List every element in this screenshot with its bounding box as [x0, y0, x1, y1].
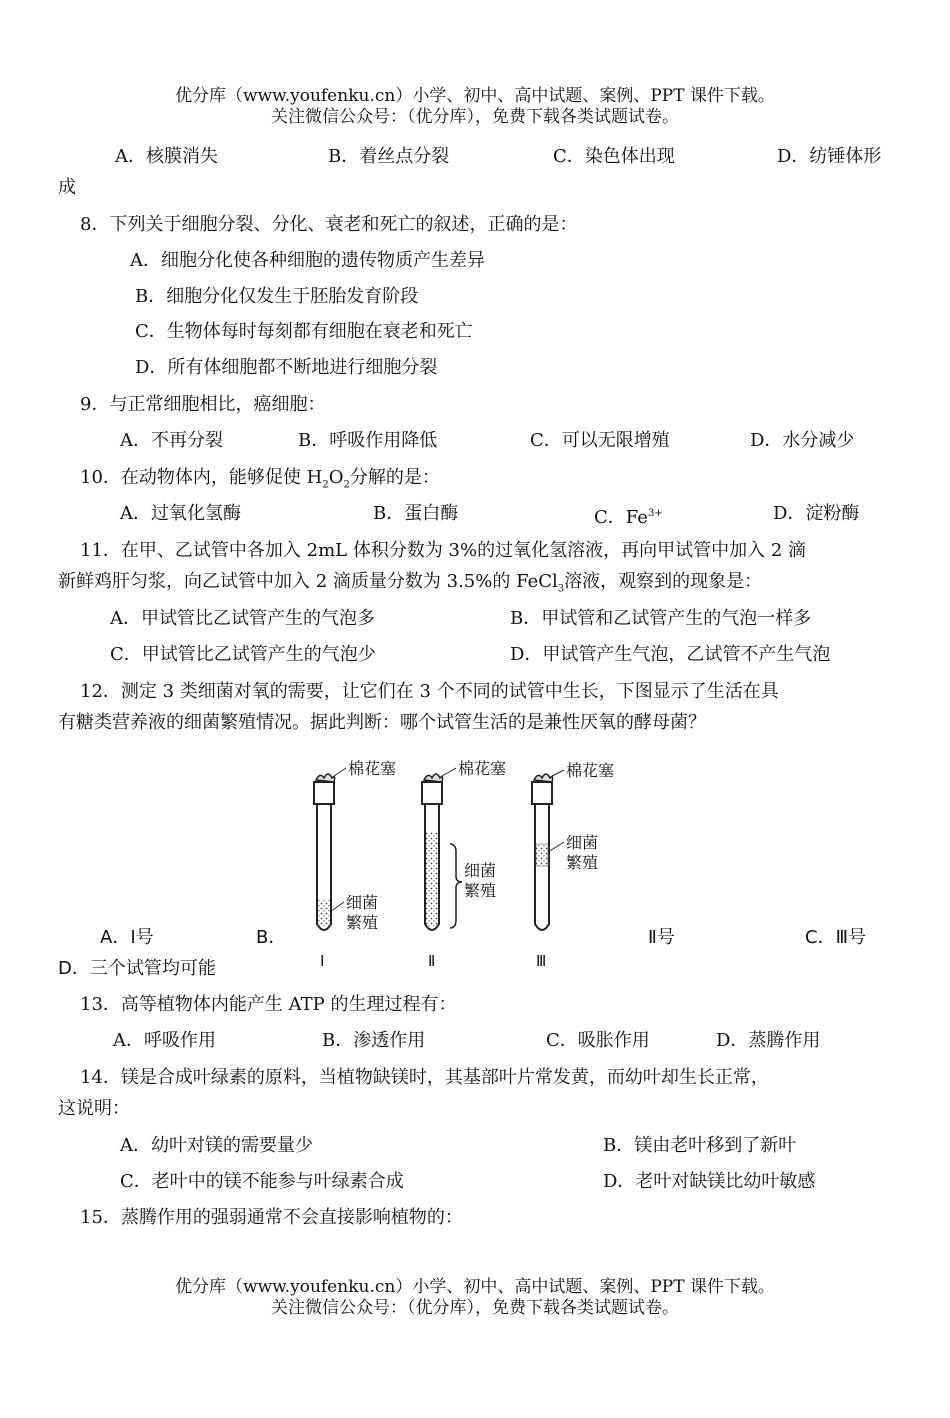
growth-label-2a: 细菌	[464, 861, 497, 880]
q8-option-b: B．细胞分化仅发生于胚胎发育阶段	[135, 286, 419, 307]
q10-option-a: A．过氧化氢酶	[120, 503, 241, 524]
q9-stem: 9．与正常细胞相比，癌细胞：	[80, 394, 326, 415]
q15-stem: 15．蒸腾作用的强弱通常不会直接影响植物的：	[80, 1207, 463, 1228]
q12-option-b: B．	[256, 927, 287, 948]
growth-label-2b: 繁殖	[464, 881, 497, 900]
q13-option-d: D．蒸腾作用	[716, 1030, 821, 1051]
q11-option-a: A．甲试管比乙试管产生的气泡多	[110, 608, 375, 629]
plug-label-2: 棉花塞	[458, 759, 507, 778]
growth-label-3b: 繁殖	[566, 853, 599, 872]
q10-stem: 10．在动物体内，能够促使 $H_2O_2$分解的是：	[80, 467, 440, 491]
q9-option-a: A．不再分裂	[120, 430, 223, 451]
q9-option-b: B．呼吸作用降低	[298, 430, 438, 451]
plug-label-3: 棉花塞	[566, 761, 615, 780]
q13-option-b: B．渗透作用	[322, 1030, 426, 1051]
header-line-2: 关注微信公众号：（优分库），免费下载各类试题试卷。	[271, 107, 679, 127]
q12-stem-line-1: 12．测定 3 类细菌对氧的需要，让它们在 3 个不同的试管中生长，下图显示了生活在具	[80, 681, 779, 702]
footer-line-1: 优分库（www.youfenku.cn）小学、初中、高中试题、案例、PPT 课件下载。	[175, 1277, 775, 1297]
q14-option-b: B．镁由老叶移到了新叶	[603, 1135, 797, 1156]
q9-option-d: D．水分减少	[750, 430, 855, 451]
q10-option-b: B．蛋白酶	[373, 503, 459, 524]
growth-label-1b: 繁殖	[346, 913, 379, 932]
q10-option-c: C．$Fe^{3+}$	[594, 507, 663, 528]
tube-label-2: Ⅱ	[428, 952, 436, 970]
q8-stem: 8．下列关于细胞分裂、分化、衰老和死亡的叙述，正确的是：	[80, 214, 578, 235]
tube-label-1: Ⅰ	[320, 952, 325, 970]
q8-option-d: D．所有体细胞都不断地进行细胞分裂	[135, 357, 438, 378]
q12-stem-line-2: 有糖类营养液的细菌繁殖情况。据此判断：哪个试管生活的是兼性厌氧的酵母菌？	[58, 712, 706, 733]
footer-line-2: 关注微信公众号：（优分库），免费下载各类试题试卷。	[271, 1298, 679, 1318]
q8-option-c: C．生物体每时每刻都有细胞在衰老和死亡	[135, 321, 473, 342]
q7-option-c: C．染色体出现	[553, 146, 675, 167]
tube-1	[314, 774, 335, 930]
q10-option-d: D．淀粉酶	[773, 503, 860, 524]
tube-2	[422, 774, 462, 930]
q12-option-d: D．三个试管均可能	[58, 958, 216, 979]
q12-option-b-tail: Ⅱ号	[648, 927, 675, 948]
growth-label-1a: 细菌	[346, 893, 379, 912]
q13-option-c: C．吸胀作用	[546, 1030, 650, 1051]
q11-stem-line-2: 新鲜鸡肝匀浆，向乙试管中加入 2 滴质量分数为 3.5%的 FeCl$_3$溶液，观察到的现象是：	[58, 571, 763, 595]
q7-option-d: D．纺锤体形	[777, 146, 882, 167]
q8-option-a: A．细胞分化使各种细胞的遗传物质产生差异	[130, 250, 485, 271]
q11-option-b: B．甲试管和乙试管产生的气泡一样多	[510, 608, 812, 629]
q14-option-c: C．老叶中的镁不能参与叶绿素合成	[120, 1171, 404, 1192]
q7-option-b: B．着丝点分裂	[328, 146, 450, 167]
header-line-1: 优分库（www.youfenku.cn）小学、初中、高中试题、案例、PPT 课件下载。	[175, 86, 775, 106]
q12-option-a: A．Ⅰ号	[100, 927, 154, 948]
q7-option-d-continued: 成	[58, 177, 76, 198]
brace-mark	[450, 844, 462, 928]
q7-option-a: A．核膜消失	[115, 146, 218, 167]
q14-option-d: D．老叶对缺镁比幼叶敏感	[603, 1171, 816, 1192]
q13-option-a: A．呼吸作用	[113, 1030, 216, 1051]
cotton-plug-icon	[424, 774, 443, 782]
q11-stem-line-1: 11．在甲、乙试管中各加入 2mL 体积分数为 3%的过氧化氢溶液，再向甲试管中加入 2 滴	[80, 540, 806, 561]
q11-option-c: C．甲试管比乙试管产生的气泡少	[110, 644, 376, 665]
q11-option-d: D．甲试管产生气泡，乙试管不产生气泡	[510, 644, 831, 665]
tube-3	[532, 774, 553, 930]
cotton-plug-icon	[534, 774, 553, 782]
cotton-plug-icon	[316, 774, 335, 782]
q14-stem-line-2: 这说明：	[58, 1098, 130, 1119]
q14-stem-line-1: 14．镁是合成叶绿素的原料，当植物缺镁时，其基部叶片常发黄，而幼叶却生长正常，	[80, 1067, 769, 1088]
tube-label-3: Ⅲ	[536, 952, 547, 970]
growth-label-3a: 细菌	[566, 833, 599, 852]
q14-option-a: A．幼叶对镁的需要量少	[120, 1135, 313, 1156]
plug-label-1: 棉花塞	[348, 759, 397, 778]
q13-stem: 13．高等植物体内能产生 ATP 的生理过程有：	[80, 994, 457, 1015]
test-tubes-figure	[300, 752, 630, 974]
q9-option-c: C．可以无限增殖	[530, 430, 670, 451]
q12-option-c: C．Ⅲ号	[805, 927, 866, 948]
